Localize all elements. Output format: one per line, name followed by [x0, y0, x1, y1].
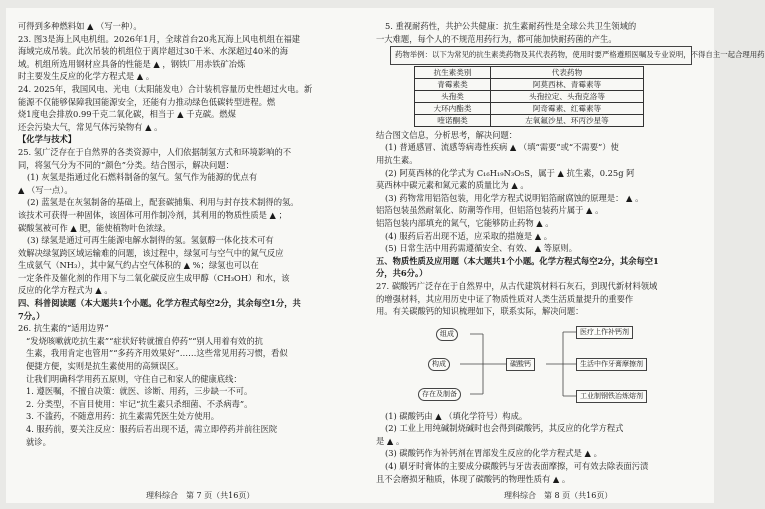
text-line: 结合图文信息，分析思考，解决问题：: [376, 129, 518, 140]
text-line: “发烧咳嗽就吃抗生素”“症状好转就擅自停药”“别人用着有效的抗: [26, 335, 263, 346]
table-row: [415, 90, 644, 102]
text-line: 23. 图3是海上风电机组。2026年1月，全球首台20兆瓦海上风电机组在福建: [18, 33, 301, 44]
text-line: 一大难题，每个人的不规范用药行为，都可能加快耐药菌的产生。: [376, 33, 617, 44]
text-line: (3) 碳酸钙作为补钙剂在胃部发生反应的化学方程式是 ▲ 。: [385, 448, 602, 459]
text-line: 4. 服药前，要关注反应：服药后若出现不适，需立即停药并前往医院: [26, 424, 278, 434]
text-line: 【化学与技术】: [18, 134, 77, 145]
text-line: 药物举例：以下为常见的抗生素类药物及其代表药物，使用时要严格遵照医嘱及专业说明，不得自主一起合理用药: [390, 46, 692, 65]
text-line: 烧1度电会排放0.99千克二氧化碳，相当于 ▲ 千克碳。燃煤: [18, 109, 236, 120]
text-line: 3. 不滥药，不随意用药：抗生素需凭医生处方使用。: [26, 411, 220, 422]
left-footer: 理科综合 第 7 页（共16页）: [146, 491, 255, 500]
table-row: [415, 78, 644, 90]
table-row: [415, 102, 644, 114]
text-line: 生成氨气（NH₃），其中氮气约占空气体积的 ▲ %；绿氢也可以在: [18, 260, 259, 271]
text-line: 反应的化学方程式为 ▲ 。: [18, 285, 113, 296]
diagram-node-right: 生活中作牙膏摩擦剂: [576, 358, 647, 371]
text-line: (4) 刷牙时膏体的主要成分碳酸钙与牙齿表面摩擦，可有效去除表面污渍: [385, 461, 649, 472]
text-line: 让我们明确科学用药五原则，守住自己和家人的健康底线：: [26, 373, 242, 384]
diagram-node-left: 构成: [428, 358, 450, 371]
text-line: 域。机组所选用钢材应具备的性能是 ▲ ，钢铁厂用赤铁矿冶炼: [18, 58, 246, 69]
text-line: 26. 抗生素的“适用边界”: [18, 323, 109, 334]
table-header-cell: 代表药物: [490, 66, 643, 78]
text-line: 可得到多种燃料如 ▲ （写一种）。: [18, 21, 142, 31]
text-line: (5) 日常生活中用药需遵循安全、有效、 ▲ 等原则。: [385, 243, 577, 254]
text-line: 2. 分类型，不盲目使用：牢记“抗生素只杀细菌、不杀病毒”。: [26, 398, 253, 409]
exam-sheet: [6, 8, 765, 503]
table-cell: 喹诺酮类: [415, 114, 491, 126]
text-line: (4) 服药后若出现不适，应采取的措施是 ▲ 。: [385, 230, 553, 241]
text-line: 海域完成吊装。此次吊装的机组位于离岸超过30千米、水深超过40米的海: [18, 46, 289, 57]
calcium-carbonate-diagram: [378, 320, 698, 408]
text-line: 时主要发生反应的化学方程式是 ▲ 。: [18, 71, 155, 82]
text-line: ▲ （写一点）。: [18, 184, 73, 195]
table-cell: 阿奇霉素、红霉素等: [490, 102, 643, 114]
antibiotic-table: [414, 66, 644, 127]
text-line: 27. 碳酸钙广泛存在于自然界中，从古代建筑材料石灰石，到现代新材料领域: [376, 280, 658, 291]
text-line: (3) 绿氢是通过可再生能源电解水制得的氢。氢氨醇一体化技术可有: [27, 235, 274, 246]
table-cell: 左氧氟沙星、环丙沙星等: [490, 114, 643, 126]
text-line: 的增强材料，其应用历史中证了物质性质对人类生活质量提升的重要作: [376, 293, 634, 304]
text-line: 碳酸氢被可作 ▲ 肥，能使植物叶色浓绿。: [18, 222, 171, 233]
text-line: 能源不仅能够保障我国能源安全，还能有力推动绿色低碳转型进程。燃: [18, 96, 276, 107]
text-line: 效解决绿氢跨区域运输难的问题，该过程中，绿氢可与空气中的氮气反应: [18, 247, 284, 258]
table-cell: 大环内酯类: [415, 102, 491, 114]
text-line: (3) 药物常用铝箔包装，用化学方程式说明铝箔耐腐蚀的原理是： ▲ 。: [385, 192, 644, 203]
table-cell: 青霉素类: [415, 78, 491, 90]
diagram-node-right: 工业制钢铁冶炼熔剂: [576, 390, 647, 403]
text-line: 就诊。: [26, 436, 51, 447]
text-line: 一定条件及催化剂的作用下与二氧化碳反应生成甲醇（CH₃OH）和水，该: [18, 272, 290, 283]
text-line: 5. 重视耐药性，共护公共健康：抗生素耐药性是全球公共卫生领域的: [385, 21, 637, 31]
text-line: 1. 遵医嘱，不擅自决策：就医、诊断、用药，三步缺一不可。: [26, 386, 253, 397]
text-line: 铝箔包装内部填充的氮气，它能够防止药物 ▲ 。: [376, 217, 554, 228]
text-line: 同，将氢气分为不同的“颜色”分类。结合图示，解决问题：: [18, 159, 234, 170]
text-line: 便捷方便，实则是抗生素使用的高频误区。: [26, 361, 184, 372]
left-page: [18, 20, 353, 448]
text-line: 四、科普阅读题（本大题共1个小题。化学方程式每空2分，其余每空1分，共: [18, 298, 301, 309]
table-cell: 头孢类: [415, 90, 491, 102]
text-line: 24. 2025年，我国风电、光电（太阳能发电）合计装机容量历史性超过火电。新: [18, 83, 313, 94]
diagram-center-node: 碳酸钙: [506, 358, 535, 371]
right-page: [376, 20, 765, 485]
text-line: 五、物质性质及应用题（本大题共1个小题。化学方程式每空2分，其余每空1: [376, 255, 659, 266]
table-row: [415, 114, 644, 126]
text-line: 还会污染大气，常见气体污染物有 ▲ 。: [18, 121, 163, 132]
text-line: 铝箔包装虽然耐氧化、防潮等作用，但铝箔包装药片属于 ▲ 。: [376, 205, 604, 216]
text-line: (2) 阿莫西林的化学式为 C₁₆H₁₉N₃O₅S，属于 ▲ 抗生素，0.25g 阿: [385, 167, 635, 178]
text-line: 用。有关碳酸钙的知识梳理如下，联系实际，解决问题：: [376, 306, 584, 317]
text-line: (1) 普通感冒、流感等病毒性疾病 ▲ （填“需要”或“不需要”）使: [385, 142, 619, 153]
text-line: (2) 工业上用纯碱制烧碱时也会得到碳酸钙，其反应的化学方程式: [385, 423, 624, 434]
table-header-cell: 抗生素类别: [415, 66, 491, 78]
table-header-row: [415, 66, 644, 78]
text-line: 该技术可获得一种固体，该固体可用作制冷剂，其利用的物质性质是 ▲ ；: [18, 209, 287, 220]
text-line: 分，共6分。）: [376, 268, 428, 279]
right-footer: 理科综合 第 8 页（共16页）: [504, 491, 613, 500]
table-cell: 阿莫西林、青霉素等: [490, 78, 643, 90]
diagram-node-right: 医疗上作补钙剂: [576, 326, 633, 339]
text-line: 是 ▲ 。: [376, 435, 405, 446]
text-line: 生素，我用肯定也管用”“多药齐用效果好”……这些常见用药习惯，看似: [26, 348, 288, 359]
text-line: 7分。）: [18, 310, 45, 321]
table-cell: 头孢拉定、头孢克洛等: [490, 90, 643, 102]
text-line: 25. 氢广泛存在于自然界的各类资源中，人们依据制氢方式和环境影响的不: [18, 146, 292, 157]
text-line: (2) 蓝氢是在灰氢制备的基础上，配套碳捕集、利用与封存技术制得的氢。: [27, 197, 299, 208]
diagram-node-left: 存在及制备: [418, 388, 461, 401]
text-line: 用抗生素。: [376, 154, 418, 165]
text-line: 且不会磨损牙釉质，体现了碳酸钙的物理性质有 ▲ 。: [376, 473, 571, 484]
diagram-node-left: 组成: [436, 328, 458, 341]
text-line: (1) 灰氢是指通过化石燃料制备的氢气。氢气作为能源的优点有: [27, 172, 258, 183]
text-line: 莫西林中碳元素和氮元素的质量比为 ▲ 。: [376, 180, 529, 191]
text-line: (1) 碳酸钙由 ▲ （填化学符号）构成。: [385, 410, 528, 421]
